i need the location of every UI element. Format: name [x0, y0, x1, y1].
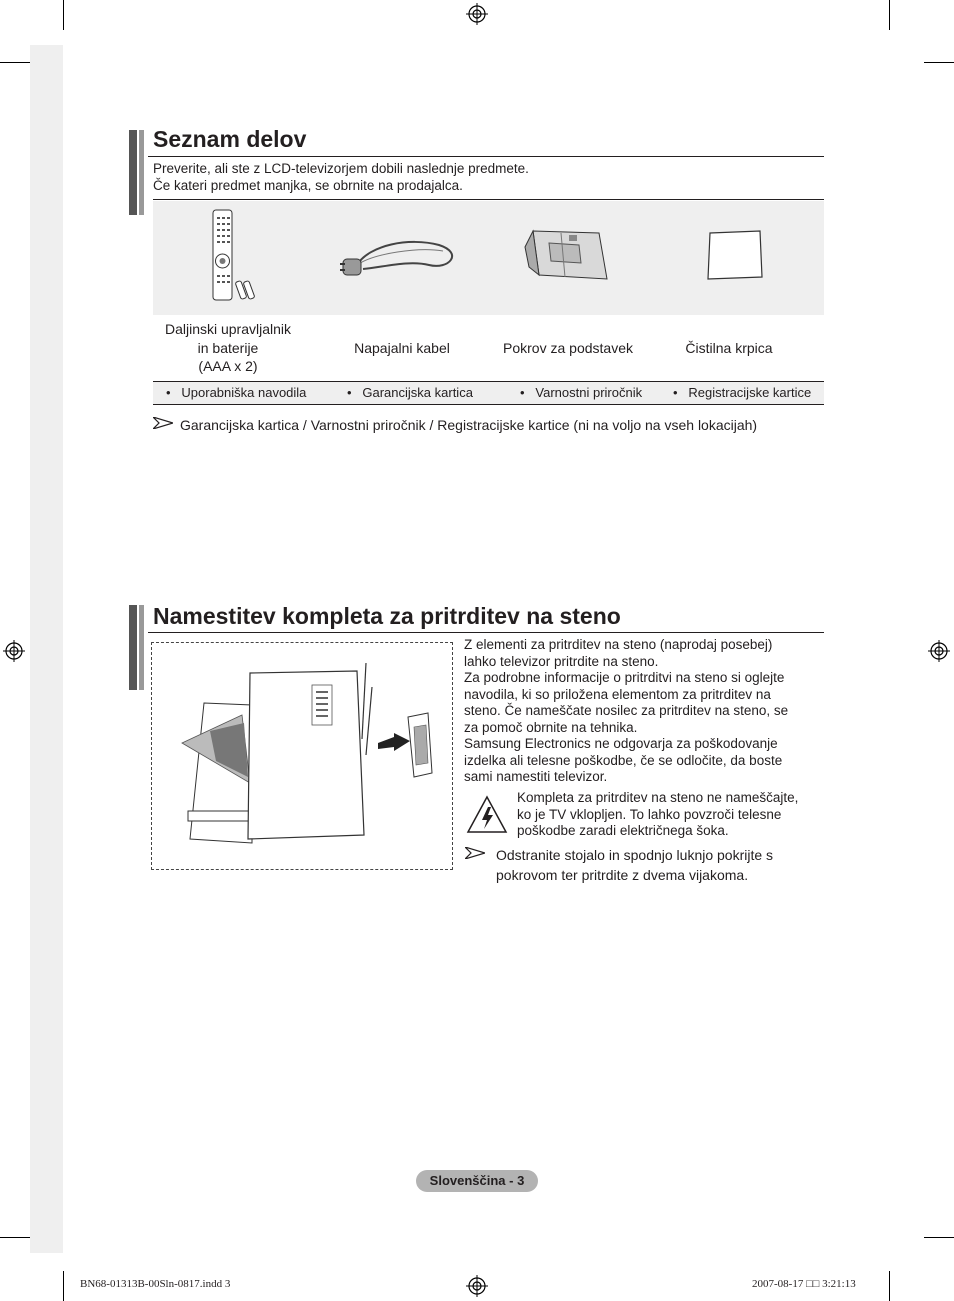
crop-mark: [63, 1271, 64, 1301]
item-caption-remote: Daljinski upravljalnik in baterije (AAA x 2): [164, 321, 292, 374]
cleaning-cloth-icon: [706, 229, 764, 281]
section-title: Namestitev kompleta za pritrditev na steno: [153, 603, 621, 629]
page-side-strip: [30, 45, 63, 1253]
intro-text: Preverite, ali ste z LCD-televizorjem dobili naslednje predmete. Če kateri predmet manjka, se obrnite na prodajalca.: [153, 161, 529, 193]
registration-mark-icon: [3, 640, 25, 662]
document-item: • Varnostni priročnik: [520, 385, 643, 400]
note-text: Garancijska kartica / Varnostni priročnik / Registracijske kartice (ni na voljo na vseh lokacijah): [180, 417, 758, 433]
items-panel: [153, 201, 824, 315]
crop-mark: [63, 0, 64, 30]
documents-row: [153, 381, 824, 405]
print-slug-right: 2007-08-17 □□ 3:21:13: [752, 1278, 856, 1290]
crop-mark: [0, 62, 30, 63]
section-rule: [148, 632, 824, 633]
document-item: • Garancijska kartica: [347, 385, 473, 400]
registration-mark-icon: [928, 640, 950, 662]
item-caption-cloth: Čistilna krpica: [685, 340, 773, 356]
arrow-note-icon: [465, 847, 485, 859]
section-rule: [148, 156, 824, 157]
registration-mark-icon: [466, 3, 488, 25]
stand-note-text: Odstranite stojalo in spodnjo luknjo pokrijte s pokrovom ter pritrdite z dvema vijakoma.: [496, 847, 774, 883]
print-slug-left: BN68-01313B-00Sln-0817.indd 3: [80, 1278, 231, 1290]
crop-mark: [889, 1271, 890, 1301]
arrow-note-icon: [153, 417, 173, 429]
section-title: Seznam delov: [153, 126, 307, 152]
power-cable-icon: [339, 235, 459, 283]
warning-shock-icon: [466, 795, 508, 835]
section-accent-bar: [129, 605, 137, 690]
item-caption-stand-cover: Pokrov za podstavek: [503, 340, 633, 356]
section-rule: [153, 199, 824, 200]
document-item: • Registracijske kartice: [673, 385, 812, 400]
document-item: • Uporabniška navodila: [166, 385, 307, 400]
crop-mark: [924, 62, 954, 63]
crop-mark: [924, 1237, 954, 1238]
remote-control-icon: [209, 209, 271, 303]
wall-mount-diagram: [152, 643, 452, 869]
item-caption-cable: Napajalni kabel: [354, 340, 450, 356]
crop-mark: [0, 1237, 30, 1238]
mount-info-paragraph: Z elementi za pritrditev na steno (naprodaj posebej) lahko televizor pritrdite na steno. Za podrobne informacije o pritrditvi na steno si oglejte navodila, ki so priložena elementom za pritrditev na steno. Če nameščate nosilec za pritrditev na steno, se za pomoč obrnite na tehnika. Samsung Electronics ne odgovarja za poškodovanje izdelka ali telesne poškodbe, če se odločite, da boste sami namestiti televizor.: [464, 637, 789, 784]
registration-mark-icon: [466, 1275, 488, 1297]
section-accent-bar: [139, 605, 144, 690]
page-number-badge: Slovenščina - 3: [416, 1170, 538, 1192]
crop-mark: [889, 0, 890, 30]
warning-text: Kompleta za pritrditev na steno ne nameščajte, ko je TV vklopljen. To lahko povzroči telesne poškodbe zaradi električnega šoka.: [517, 790, 799, 838]
section-accent-bar: [139, 130, 144, 215]
stand-cover-icon: [519, 223, 613, 285]
wall-mount-illustration: [151, 642, 453, 870]
section-accent-bar: [129, 130, 137, 215]
